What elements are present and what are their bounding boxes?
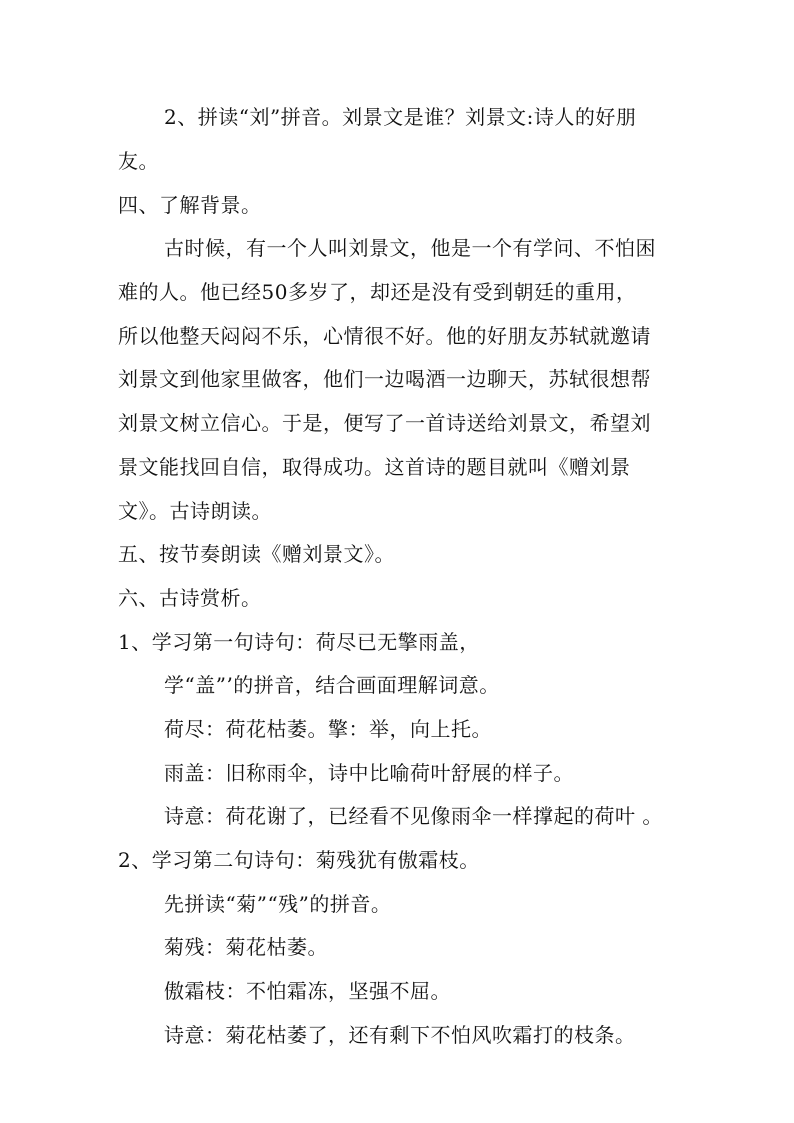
paragraph-line: 友。 [118, 149, 159, 173]
paragraph-line: 先拼读“菊”“残”的拼音。 [164, 892, 392, 916]
list-item: 2、学习第二句诗句：菊残犹有傲霜枝。 [118, 848, 480, 872]
paragraph-line: 所以他整天闷闷不乐，心情很不好。他的好朋友苏轼就邀请 [118, 324, 651, 348]
paragraph-line: 菊残：菊花枯萎。 [164, 935, 328, 959]
section-heading: 六、古诗赏析。 [118, 586, 262, 610]
section-heading: 四、了解背景。 [118, 193, 262, 217]
paragraph-line: 诗意：菊花枯萎了，还有剩下不怕风吹霜打的枝条。 [164, 1023, 636, 1047]
paragraph-line: 2、拼读“刘”拼音。刘景文是谁？刘景文:诗人的好朋 [164, 105, 637, 129]
paragraph-line: 荷尽：荷花枯萎。擎：举，向上托。 [164, 717, 492, 741]
paragraph-line: 雨盖：旧称雨伞，诗中比喻荷叶舒展的样子。 [164, 761, 574, 785]
paragraph-line: 傲霜枝：不怕霜冻，坚强不屈。 [164, 979, 451, 1003]
list-item: 1、学习第一句诗句：荷尽已无擎雨盖， [118, 630, 480, 654]
paragraph-line: 景文能找回自信，取得成功。这首诗的题目就叫《赠刘景 [118, 455, 631, 479]
paragraph-line: 刘景文树立信心。于是，便写了一首诗送给刘景文，希望刘 [118, 411, 651, 435]
paragraph-line: 文》。古诗朗读。 [118, 499, 272, 523]
paragraph-line: 诗意：荷花谢了，已经看不见像雨伞一样撑起的荷叶 。 [164, 804, 663, 828]
section-heading: 五、按节奏朗读《赠刘景文》。 [118, 542, 395, 566]
paragraph-line: 学“盖”’的拼音，结合画面理解词意。 [164, 673, 500, 697]
paragraph-line: 古时候，有一个人叫刘景文，他是一个有学问、不怕困 [164, 236, 656, 260]
paragraph-line: 刘景文到他家里做客，他们一边喝酒一边聊天，苏轼很想帮 [118, 367, 651, 391]
paragraph-line: 难的人。他已经50多岁了，却还是没有受到朝廷的重用， [118, 280, 637, 304]
